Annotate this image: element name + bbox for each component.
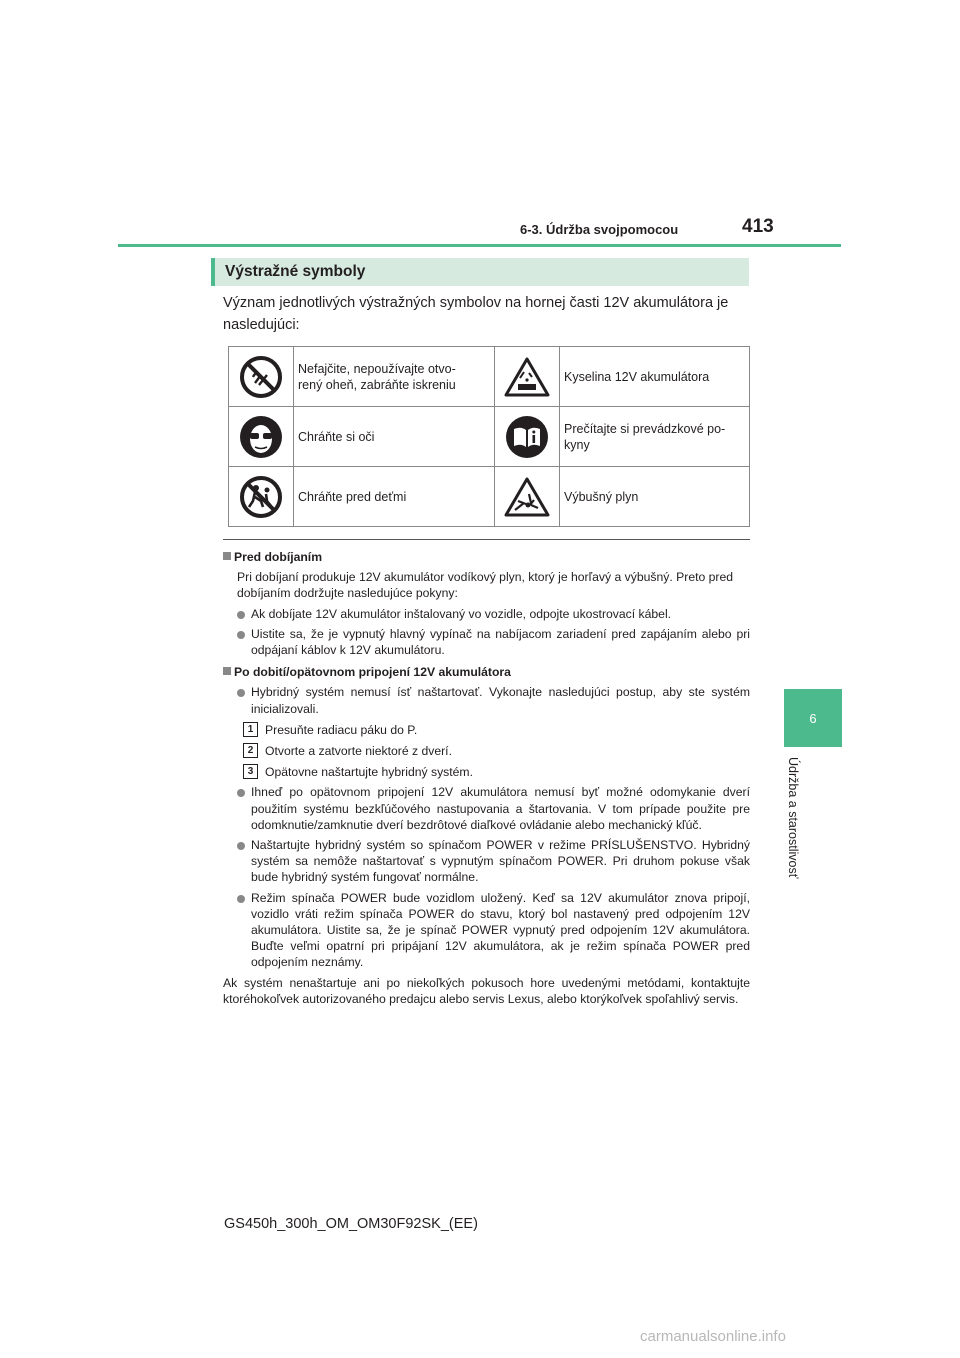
reconnect-heading: Po dobití/opätovnom pripojení 12V akumulátora [234, 665, 511, 680]
list-item: Ak dobíjate 12V akumulátor inštalovaný vo vozidle, odpojte ukostrovací kábel. [223, 606, 750, 622]
list-item: Hybridný systém nemusí ísť naštartovať. Vykonajte nasledujúci postup, aby ste systém inicializovali. [223, 684, 750, 716]
read-manual-icon [495, 407, 560, 467]
bullet-icon [237, 895, 245, 903]
chapter-tab [784, 689, 842, 747]
keep-children-away-icon [229, 467, 294, 527]
symbol-label: kyny [564, 437, 590, 452]
step-item: 2 Otvorte a zatvorte niektoré z dverí. [237, 743, 750, 759]
watermark: carmanualsonline.info [640, 1328, 786, 1345]
battery-acid-icon [495, 347, 560, 407]
list-item: Ihneď po opätovnom pripojení 12V akumulátora nemusí byť možné odomykanie dverí použitím systému bezkľúčového nastupovania a štartovania. V tom prípade použite pre odomknutie/zamknutie dverí bezdrôtové diaľkové ovládanie alebo mechanický kľúč. [223, 784, 750, 833]
step-item: 3 Opätovne naštartujte hybridný systém. [237, 764, 750, 780]
symbol-label: Prečítajte si prevádzkové po- [564, 421, 726, 436]
step-item: 1 Presuňte radiacu páku do P. [237, 722, 750, 738]
charging-heading: Pred dobíjaním [234, 550, 323, 564]
closing-paragraph: Ak systém nenaštartuje ani po niekoľkých pokusoch hore uvedenými metódami, kontaktujte ktoréhokoľvek autorizovaného predajcu alebo servis Lexus, alebo ktorýkoľvek spoľahlivý servis. [223, 975, 750, 1006]
section-heading: Výstražné symboly [211, 258, 749, 286]
body-text [223, 549, 750, 1007]
table-row [229, 467, 750, 527]
symbol-label: Kyselina 12V akumulátora [560, 347, 750, 407]
chapter-number: 6 [809, 710, 817, 726]
table-row [229, 347, 750, 407]
symbol-label: Výbušný plyn [560, 467, 750, 527]
eye-protection-icon [229, 407, 294, 467]
list-item: Uistite sa, že je vypnutý hlavný vypínač na nabíjacom zariadení pred zapájaním alebo pri odpájaní káblov k 12V akumulátoru. [223, 626, 750, 658]
header-rule [118, 244, 841, 247]
square-bullet-icon [223, 667, 231, 675]
section-divider [223, 539, 750, 540]
bullet-icon [237, 631, 245, 639]
square-bullet-icon [223, 552, 231, 560]
bullet-icon [237, 611, 245, 619]
step-number: 1 [243, 722, 258, 737]
symbol-label: Chráňte si oči [294, 407, 495, 467]
chapter-label: Údržba a starostlivosť [786, 757, 800, 879]
table-row [229, 407, 750, 467]
warning-symbols-table [228, 346, 750, 527]
header-section-title: 6-3. Údržba svojpomocou [520, 222, 679, 237]
symbol-label: rený oheň, zabráňte iskreniu [298, 377, 456, 392]
symbol-label: Nefajčite, nepoužívajte otvo- [298, 361, 456, 376]
document-code: GS450h_300h_OM_OM30F92SK_(EE) [224, 1216, 478, 1232]
intro-text: Význam jednotlivých výstražných symbolov na hornej časti 12V akumulátora je nasledujúci: [223, 295, 729, 333]
symbol-label: Chráňte pred deťmi [294, 467, 495, 527]
list-item: Režim spínača POWER bude vozidlom uložený. Keď sa 12V akumulátor znova pripojí, vozidlo vráti režim spínača POWER do stavu, ktorý bol nastavený pred odpojením 12V akumulátora. Uistite sa, že je spínač POWER vypnutý pred odpojením 12V akumulátora. Buďte veľmi opatrní pri pripájaní 12V akumulátora, ak je režim spínača POWER pred odpojením neznámy. [223, 890, 750, 971]
step-number: 2 [243, 743, 258, 758]
paragraph: Pri dobíjaní produkuje 12V akumulátor vodíkový plyn, ktorý je horľavý a výbušný. Preto pred dobíjaním dodržujte nasledujúce pokyny: [237, 570, 734, 601]
list-item: Naštartujte hybridný systém so spínačom POWER v režime PRÍSLUŠENSTVO. Hybridný systém sa nemôže naštartovať s vypnutým spínačom POWER. Pri druhom pokuse však bude hybridný systém fungovať normálne. [223, 837, 750, 886]
bullet-icon [237, 842, 245, 850]
page-number: 413 [742, 216, 774, 237]
no-smoking-icon [229, 347, 294, 407]
explosive-gas-icon [495, 467, 560, 527]
step-number: 3 [243, 764, 258, 779]
